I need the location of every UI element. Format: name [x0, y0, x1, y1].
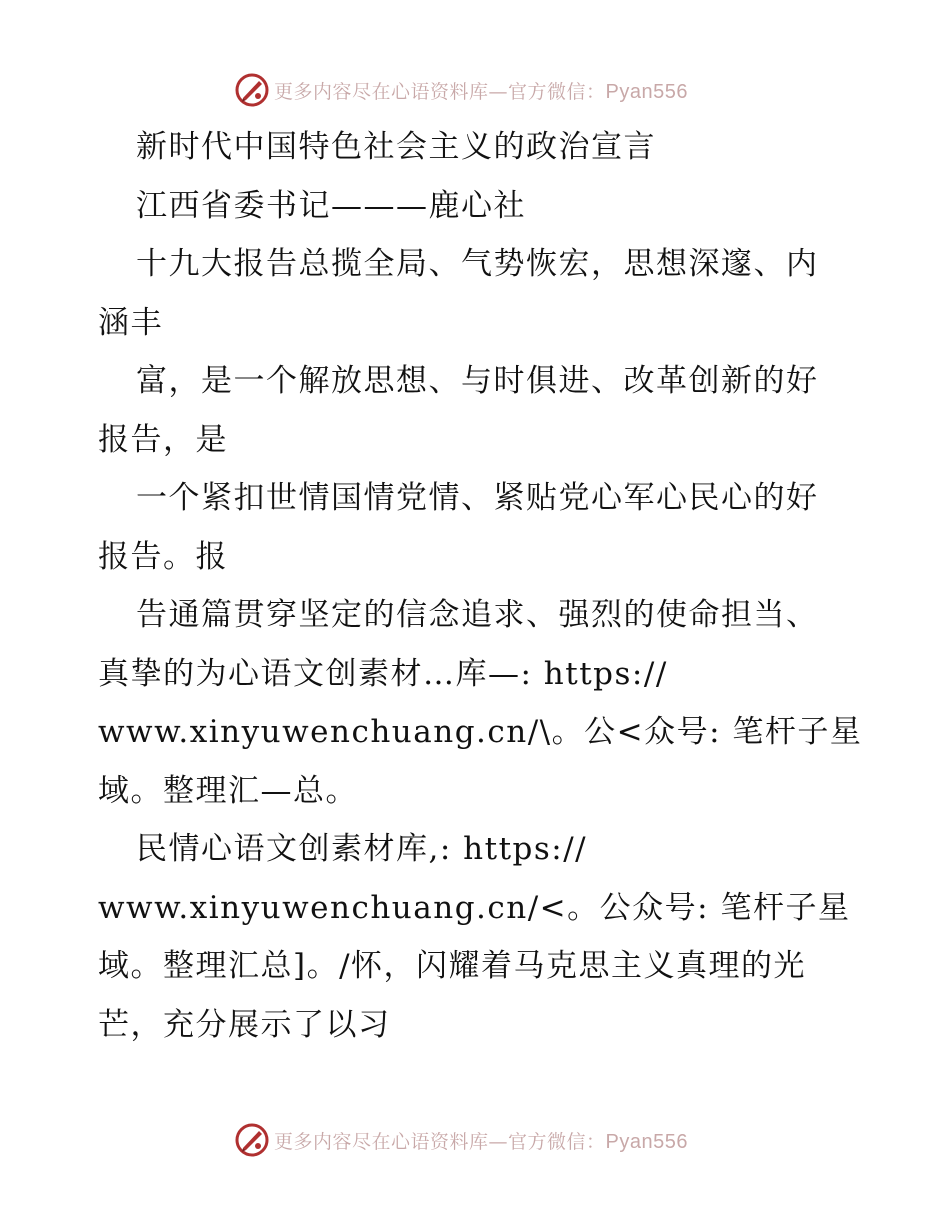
header-watermark [234, 70, 688, 110]
paragraph-line: www.xinyuwenchuang.cn/\。公<众号: 笔杆子星 [98, 714, 863, 750]
paragraph-line: 报告，是 [98, 421, 228, 458]
paragraph-line: 芒，充分展示了以习 [98, 1006, 391, 1043]
paragraph-line: www.xinyuwenchuang.cn/<。公众号: 笔杆子星 [98, 889, 851, 926]
document-body [98, 118, 863, 1054]
document-author: 江西省委书记———鹿心社 [136, 187, 526, 224]
paragraph-line: 报告。报 [98, 538, 228, 575]
footer-watermark [234, 1120, 688, 1160]
paragraph-line: 涵丰 [98, 304, 163, 341]
paragraph-line: 一个紧扣世情国情党情、紧贴党心军心民心的好 [136, 480, 819, 516]
paragraph-line: 告通篇贯穿坚定的信念追求、强烈的使命担当、 [136, 597, 819, 633]
paragraph-line: 域。整理汇总]。/怀，闪耀着马克思主义真理的光 [98, 948, 807, 984]
paragraph-line: 域。整理汇—总。 [98, 772, 358, 809]
brand-logo-icon [234, 1122, 270, 1158]
paragraph-line: 富，是一个解放思想、与时俱进、改革创新的好 [136, 363, 819, 399]
paragraph-line: 十九大报告总揽全局、气势恢宏，思想深邃、内 [136, 246, 819, 282]
document-title: 新时代中国特色社会主义的政治宣言 [136, 129, 656, 165]
watermark-text: 更多内容尽在心语资料库—官方微信：Pyan556 [274, 80, 688, 103]
brand-logo-icon [234, 72, 270, 108]
watermark-text: 更多内容尽在心语资料库—官方微信：Pyan556 [274, 1130, 688, 1153]
paragraph-line: 真挚的为心语文创素材…库—: https:// [98, 655, 668, 692]
paragraph-line: 民情心语文创素材库,: https:// [136, 831, 588, 867]
